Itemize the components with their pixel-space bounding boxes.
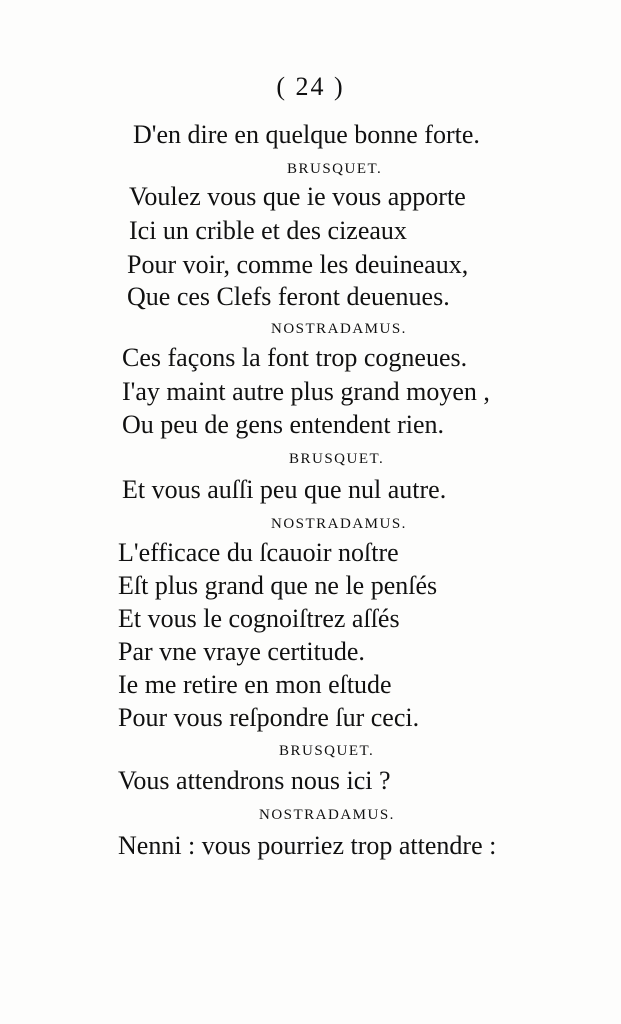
verse-line: Et vous auſſi peu que nul autre. bbox=[122, 475, 447, 504]
verse-line: Ces façons la font trop cogneues. bbox=[122, 343, 468, 372]
verse-line: Voulez vous que ie vous apporte bbox=[129, 182, 466, 211]
verse-line: Pour voir, comme les deuineaux, bbox=[127, 250, 469, 279]
verse-line: Ici un crible et des cizeaux bbox=[129, 216, 407, 245]
speaker-name: NOSTRADAMUS. bbox=[271, 516, 407, 532]
speaker-name: BRUSQUET. bbox=[279, 743, 375, 759]
verse-line: Pour vous reſpondre ſur ceci. bbox=[118, 703, 420, 732]
verse-line: Que ces Clefs feront deuenues. bbox=[127, 282, 450, 311]
verse-line: Vous attendrons nous ici ? bbox=[118, 766, 391, 795]
verse-line: Ie me retire en mon eſtude bbox=[118, 670, 392, 699]
verse-line: D'en dire en quelque bonne forte. bbox=[133, 120, 480, 149]
verse-line: Par vne vraye certitude. bbox=[118, 637, 365, 666]
speaker-name: BRUSQUET. bbox=[289, 451, 385, 467]
verse-line: Et vous le cognoiſtrez aſſés bbox=[118, 604, 400, 633]
verse-line: Eſt plus grand que ne le penſés bbox=[118, 571, 438, 600]
verse-line: Nenni : vous pourriez trop attendre : bbox=[118, 831, 497, 860]
verse-line: Ou peu de gens entendent rien. bbox=[122, 410, 445, 439]
speaker-name: NOSTRADAMUS. bbox=[259, 807, 395, 823]
speaker-name: NOSTRADAMUS. bbox=[271, 321, 407, 337]
verse-line: L'efficace du ſcauoir noſtre bbox=[118, 538, 399, 567]
page-number: ( 24 ) bbox=[276, 72, 345, 101]
speaker-name: BRUSQUET. bbox=[287, 161, 383, 177]
verse-line: I'ay maint autre plus grand moyen , bbox=[122, 377, 490, 406]
